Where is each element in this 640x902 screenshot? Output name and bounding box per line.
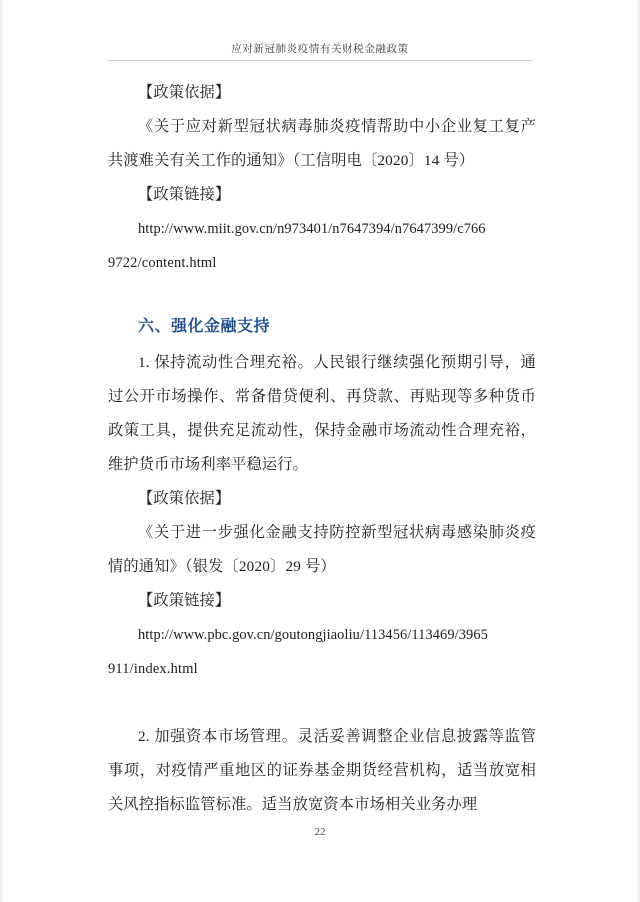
- document-body: [108, 76, 536, 822]
- policy-link-url-2-line1[interactable]: http://www.pbc.gov.cn/goutongjiaoliu/113456/113469/3965: [138, 627, 488, 643]
- policy-link-url-1-line2[interactable]: 9722/content.html: [108, 255, 217, 271]
- policy-basis-text-2: 《关于进一步强化金融支持防控新型冠状病毒感染肺炎疫情的通知》（银发〔2020〕29 号）: [108, 524, 536, 575]
- policy-link-label-2: 【政策链接】: [138, 592, 231, 609]
- item-2-paragraph: 2. 加强资本市场管理。灵活妥善调整企业信息披露等监管事项，对疫情严重地区的证券基金期货经营机构，适当放宽相关风控指标监管标准。适当放宽资本市场相关业务办理: [108, 728, 536, 813]
- page-left-edge: [0, 0, 3, 902]
- policy-link-url-1-line1[interactable]: http://www.miit.gov.cn/n973401/n7647394/n7647399/c766: [138, 221, 486, 237]
- policy-link-url-2-line2[interactable]: 911/index.html: [108, 661, 198, 677]
- running-header: 应对新冠肺炎疫情有关财税金融政策: [231, 44, 409, 55]
- policy-link-label-1: 【政策链接】: [138, 186, 231, 203]
- header-divider: [108, 60, 532, 61]
- page-number: 22: [314, 826, 326, 838]
- policy-basis-label-2: 【政策依据】: [138, 490, 231, 507]
- paragraph-spacer: [108, 686, 536, 720]
- section-heading-six: 六、强化金融支持: [138, 318, 271, 335]
- policy-basis-text-1: 《关于应对新型冠状病毒肺炎疫情帮助中小企业复工复产共渡难关有关工作的通知》（工信明电〔2020〕14 号）: [108, 118, 536, 169]
- policy-basis-label-1: 【政策依据】: [138, 84, 231, 101]
- item-1-paragraph: 1. 保持流动性合理充裕。人民银行继续强化预期引导，通过公开市场操作、常备借贷便利、再贷款、再贴现等多种货币政策工具，提供充足流动性，保持金融市场流动性合理充裕，维护货币市场利率平稳运行。: [108, 354, 536, 473]
